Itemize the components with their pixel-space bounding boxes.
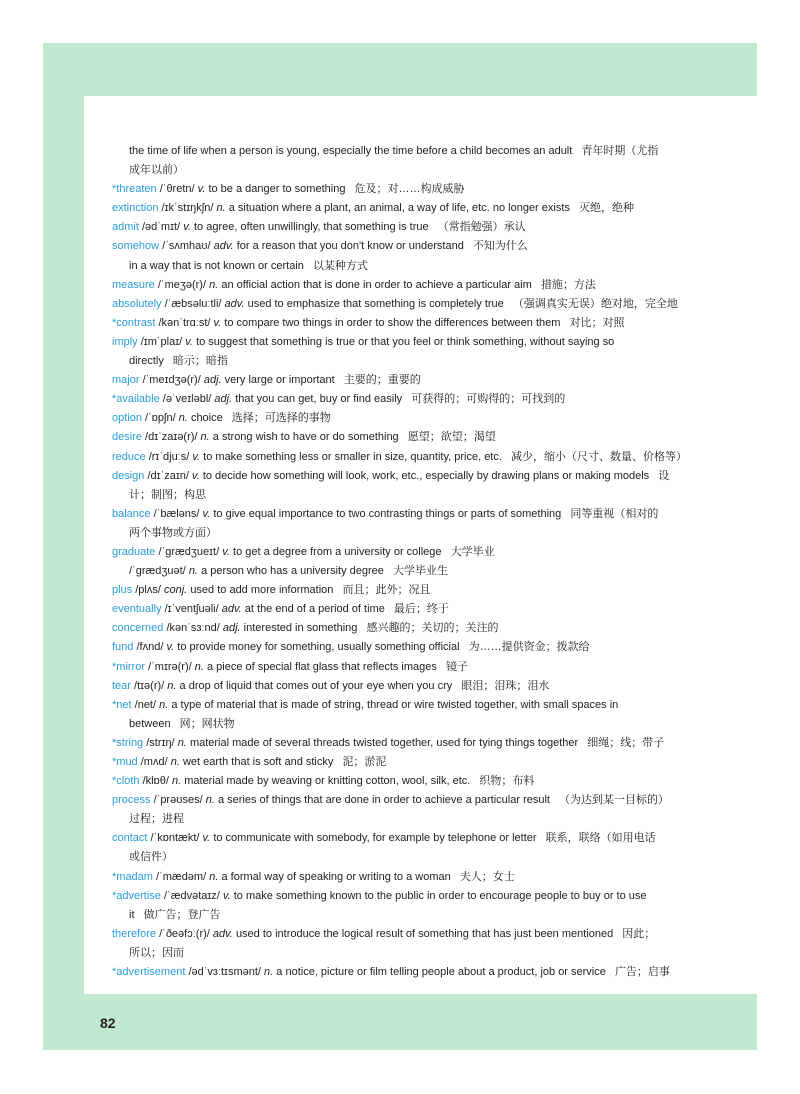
part-of-speech: n. (170, 756, 180, 768)
vocabulary-entry (112, 218, 752, 237)
definition: for a reason that you don't know or understand (236, 240, 464, 253)
pronunciation: /ˈɒpʃn/ (145, 412, 176, 425)
headword: major (112, 374, 140, 387)
headword: fund (112, 641, 134, 654)
vocabulary-entry (112, 237, 752, 256)
definition: a series of things that are done in order to achieve a particular result (217, 794, 550, 807)
part-of-speech: conj. (164, 584, 188, 597)
chinese-translation: （为达到某一目标的） (559, 794, 670, 807)
pronunciation: /dɪˈzaɪn/ (147, 469, 189, 482)
chinese-translation: 泥；淤泥 (342, 756, 387, 768)
vocabulary-entry (112, 199, 752, 218)
definition: a situation where a plant, an animal, a way of life, etc. no longer exists (228, 202, 570, 215)
vocabulary-page (84, 96, 757, 994)
part-of-speech: n. (205, 794, 215, 807)
pronunciation: /klɒθ/ (142, 775, 169, 788)
vocabulary-entry (112, 696, 752, 715)
headword: imply (112, 335, 138, 348)
part-of-speech: v. (202, 507, 211, 520)
vocabulary-entry (112, 619, 752, 638)
chinese-translation: 以某种方式 (312, 259, 368, 272)
definition: to decide how something will look, work, etc., especially by drawing plans or making models (202, 469, 650, 482)
pronunciation: /ɪkˈstɪŋkʃn/ (161, 202, 214, 215)
definition: a person who has a university degree (201, 565, 384, 578)
part-of-speech: n. (171, 775, 182, 788)
chinese-translation: 夫人；女士 (459, 870, 515, 883)
pronunciation: /ˈɡrædʒueɪt/ (158, 545, 220, 558)
definition: to communicate with somebody, for example by telephone or letter (213, 832, 537, 845)
pronunciation: /ɪˈventʃuəli/ (164, 603, 219, 616)
entry-continuation (112, 524, 752, 543)
definition: very large or important (224, 374, 335, 387)
pronunciation: /ˈmɪrə(r)/ (148, 660, 192, 673)
definition: used to emphasize that something is completely true (247, 297, 504, 310)
chinese-translation: 青年时期（尤指 (581, 145, 659, 157)
pronunciation: /ˈprəʊses/ (153, 794, 203, 807)
headword: process (112, 794, 151, 807)
vocabulary-entry (112, 581, 752, 600)
definition: to make something less or smaller in size, quantity, price, etc. (203, 450, 502, 463)
pronunciation: /ˈmeʒə(r)/ (157, 278, 207, 291)
continuation-text: 过程；进程 (129, 813, 184, 826)
vocabulary-entry (112, 772, 752, 791)
continuation-text: 成年以前） (129, 164, 184, 177)
page-number: 82 (100, 1015, 116, 1031)
headword: admit (112, 221, 139, 234)
definition: that you can get, buy or find easily (235, 393, 403, 406)
definition: material made of several threads twisted together, used for tying things together (189, 736, 579, 749)
headword: graduate (112, 545, 156, 558)
pronunciation: /strɪŋ/ (146, 736, 175, 749)
definition: to compare two things in order to show the differences between them (224, 316, 561, 329)
headword: *threaten (112, 183, 157, 196)
chinese-translation: 织物；布料 (479, 775, 535, 788)
chinese-translation: 大学毕业生 (392, 565, 448, 578)
part-of-speech: adj. (214, 393, 233, 406)
vocabulary-entry (112, 295, 752, 314)
vocabulary-entry (112, 963, 752, 982)
pronunciation: /dɪˈzaɪə(r)/ (145, 431, 198, 444)
vocabulary-entry (112, 868, 752, 887)
chinese-translation: 广告；启事 (614, 966, 670, 979)
chinese-translation: 设 (658, 469, 670, 482)
chinese-translation: 做广告；登广告 (143, 908, 221, 921)
definition: a strong wish to have or do something (212, 431, 399, 444)
vocabulary-list (112, 142, 752, 982)
chinese-translation: 危及；对……构成威胁 (354, 183, 465, 196)
vocabulary-entry (112, 180, 752, 199)
definition: at the end of a period of time (244, 603, 385, 616)
headword: contact (112, 832, 148, 845)
definition: a type of material that is made of string, thread or wire twisted together, with small spaces in (171, 698, 619, 711)
definition: used to introduce the logical result of something that has just been mentioned (235, 927, 614, 940)
pronunciation: /ɪmˈplaɪ/ (140, 335, 183, 348)
chinese-translation: 因此； (622, 927, 656, 940)
pronunciation: /kənˈsɜːnd/ (166, 622, 220, 635)
part-of-speech: n. (209, 278, 219, 291)
continuation-text: 两个事物或方面） (129, 526, 217, 539)
vocabulary-entry (112, 734, 752, 753)
continuation-text: the time of life when a person is young, especially the time before a child becomes an adult (129, 145, 573, 157)
continuation-text: directly (129, 355, 164, 368)
entry-continuation (112, 944, 752, 963)
chinese-translation: 镜子 (445, 660, 468, 673)
vocabulary-entry (112, 600, 752, 619)
headword: option (112, 412, 142, 425)
pronunciation: /ˈædvətaɪz/ (163, 889, 220, 902)
vocabulary-entry (112, 448, 752, 467)
headword: *advertise (112, 889, 161, 902)
pronunciation: /kənˈtrɑːst/ (158, 316, 211, 329)
part-of-speech: v. (192, 469, 200, 482)
continuation-text: it (129, 908, 135, 921)
headword: balance (112, 507, 151, 520)
definition: to make something known to the public in order to encourage people to buy or to use (233, 889, 647, 902)
chinese-translation: 最后；终于 (393, 603, 449, 616)
definition: to be a danger to something (208, 183, 346, 196)
entry-continuation (112, 906, 752, 925)
headword: *madam (112, 870, 153, 883)
chinese-translation: 可获得的；可购得的；可找到的 (411, 393, 566, 406)
part-of-speech: n. (159, 698, 169, 711)
definition: to give equal importance to two contrasting things or parts of something (213, 507, 562, 520)
continuation-text: in a way that is not known or certain (129, 259, 304, 272)
definition: used to add more information (190, 584, 334, 597)
chinese-translation: 同等重视（相对的 (570, 507, 659, 520)
headword: *net (112, 698, 132, 711)
headword: *cloth (112, 775, 140, 788)
pronunciation: /plʌs/ (135, 584, 161, 597)
vocabulary-entry (112, 887, 752, 906)
definition: a piece of special flat glass that reflects images (207, 660, 437, 673)
chinese-translation: 为……提供资金；拨款给 (468, 641, 590, 654)
chinese-translation: 愿望；欲望；渴望 (407, 431, 496, 444)
headword: *contrast (112, 316, 156, 329)
headword: *string (112, 736, 144, 749)
pronunciation: /ədˈvɜːtɪsmənt/ (188, 966, 261, 979)
headword: plus (112, 584, 133, 597)
headword: tear (112, 679, 131, 692)
pronunciation: /ˈæbsəluːtli/ (164, 297, 222, 310)
continuation-text: between (129, 717, 171, 730)
part-of-speech: n. (216, 202, 226, 215)
entry-continuation (112, 161, 752, 180)
part-of-speech: v. (192, 450, 201, 463)
entry-continuation (112, 715, 752, 734)
definition: to suggest that something is true or that you feel or think something, without saying so (196, 335, 615, 348)
continuation-text: /ˈɡrædʒuət/ (129, 565, 186, 578)
chinese-translation: 灭绝，绝种 (578, 202, 634, 215)
part-of-speech: adv. (212, 927, 233, 940)
part-of-speech: n. (264, 966, 274, 979)
chinese-translation: 网；网状物 (179, 717, 235, 730)
definition: a formal way of speaking or writing to a woman (221, 870, 451, 883)
part-of-speech: v. (202, 832, 211, 845)
vocabulary-entry (112, 753, 752, 772)
headword: absolutely (112, 297, 162, 310)
pronunciation: /ˈθretn/ (159, 183, 195, 196)
definition: an official action that is done in order to achieve a particular aim (221, 278, 532, 291)
part-of-speech: v. (197, 183, 206, 196)
headword: therefore (112, 927, 157, 940)
continuation-text: 计；制图；构思 (129, 488, 206, 501)
chinese-translation: 而且；此外；况且 (342, 584, 431, 597)
vocabulary-entry (112, 638, 752, 657)
vocabulary-entry (112, 371, 752, 390)
part-of-speech: adv. (213, 240, 234, 253)
part-of-speech: n. (194, 660, 204, 673)
headword: desire (112, 431, 142, 444)
definition: wet earth that is soft and sticky (182, 756, 334, 768)
definition: choice (190, 412, 223, 425)
headword: design (112, 469, 145, 482)
chinese-translation: （强调真实无误）绝对地，完全地 (512, 297, 678, 310)
chinese-translation: 减少，缩小（尺寸、数量、价格等） (511, 450, 687, 463)
chinese-translation: 对比；对照 (569, 316, 625, 329)
part-of-speech: v. (166, 641, 175, 654)
vocabulary-entry (112, 791, 752, 810)
chinese-translation: 措施；方法 (540, 278, 596, 291)
pronunciation: /ˈsʌmhaʊ/ (162, 240, 211, 253)
chinese-translation: 暗示；暗指 (172, 355, 228, 368)
definition: a notice, picture or film telling people about a product, job or service (276, 966, 606, 979)
headword: *advertisement (112, 966, 186, 979)
part-of-speech: n. (177, 736, 187, 749)
vocabulary-entry (112, 677, 752, 696)
part-of-speech: n. (178, 412, 188, 425)
vocabulary-entry (112, 467, 752, 486)
part-of-speech: n. (200, 431, 210, 444)
continuation-text: 所以；因而 (129, 946, 184, 959)
pronunciation: /rɪˈdjuːs/ (148, 450, 190, 463)
continuation-text: 或信件） (129, 851, 173, 864)
pronunciation: /ˈmædəm/ (156, 870, 207, 883)
part-of-speech: v. (222, 545, 230, 558)
headword: concerned (112, 622, 164, 635)
pronunciation: /tɪə(r)/ (134, 679, 165, 692)
pronunciation: /ˈðeəfɔː(r)/ (159, 927, 210, 940)
headword: reduce (112, 450, 146, 463)
vocabulary-entry (112, 333, 752, 352)
chinese-translation: 感兴趣的；关切的；关注的 (366, 622, 499, 635)
headword: extinction (112, 202, 159, 215)
chinese-translation: 联系，联络（如用电话 (545, 832, 656, 845)
chinese-translation: （常指勉强）承认 (437, 221, 526, 234)
part-of-speech: adv. (224, 297, 245, 310)
definition: to agree, often unwillingly, that something is true (194, 221, 429, 234)
part-of-speech: v. (185, 335, 193, 348)
vocabulary-entry (112, 390, 752, 409)
vocabulary-entry (112, 276, 752, 295)
part-of-speech: n. (167, 679, 177, 692)
vocabulary-entry (112, 314, 752, 333)
entry-continuation (112, 352, 752, 371)
entry-continuation (112, 142, 752, 161)
vocabulary-entry (112, 409, 752, 428)
headword: somehow (112, 240, 160, 253)
definition: to provide money for something, usually something official (177, 641, 460, 654)
entry-continuation (112, 486, 752, 505)
pronunciation: /ˈbæləns/ (153, 507, 200, 520)
pronunciation: /əˈveɪləbl/ (162, 393, 212, 406)
entry-continuation (112, 810, 752, 829)
headword: *mirror (112, 660, 145, 673)
entry-continuation (112, 257, 752, 276)
chinese-translation: 选择；可选择的事物 (231, 412, 331, 425)
vocabulary-entry (112, 925, 752, 944)
chinese-translation: 主要的；重要的 (343, 374, 421, 387)
pronunciation: /mʌd/ (140, 756, 168, 768)
entry-continuation (112, 848, 752, 867)
vocabulary-entry (112, 505, 752, 524)
part-of-speech: n. (209, 870, 219, 883)
definition: interested in something (243, 622, 358, 635)
part-of-speech: adj. (222, 622, 241, 635)
vocabulary-entry (112, 428, 752, 447)
pronunciation: /ˈmeɪdʒə(r)/ (142, 374, 201, 387)
part-of-speech: adj. (203, 374, 222, 387)
chinese-translation: 大学毕业 (450, 545, 495, 558)
definition: a drop of liquid that comes out of your eye when you cry (179, 679, 453, 692)
pronunciation: /ˈkɒntækt/ (150, 832, 200, 845)
vocabulary-entry (112, 543, 752, 562)
part-of-speech: adv. (221, 603, 242, 616)
vocabulary-entry (112, 829, 752, 848)
pronunciation: /ədˈmɪt/ (141, 221, 181, 234)
headword: *mud (112, 756, 138, 768)
definition: to get a degree from a university or college (233, 545, 442, 558)
definition: material made by weaving or knitting cotton, wool, silk, etc. (184, 775, 471, 788)
headword: *available (112, 393, 160, 406)
pronunciation: /net/ (134, 698, 157, 711)
vocabulary-entry (112, 658, 752, 677)
part-of-speech: v. (183, 221, 191, 234)
chinese-translation: 细绳；线；带子 (587, 736, 665, 749)
chinese-translation: 不知为什么 (472, 240, 528, 253)
pronunciation: /fʌnd/ (136, 641, 164, 654)
part-of-speech: v. (213, 316, 222, 329)
part-of-speech: n. (188, 565, 198, 578)
chinese-translation: 眼泪；泪珠；泪水 (461, 679, 550, 692)
headword: measure (112, 278, 155, 291)
part-of-speech: v. (222, 889, 231, 902)
entry-continuation (112, 562, 752, 581)
headword: eventually (112, 603, 162, 616)
